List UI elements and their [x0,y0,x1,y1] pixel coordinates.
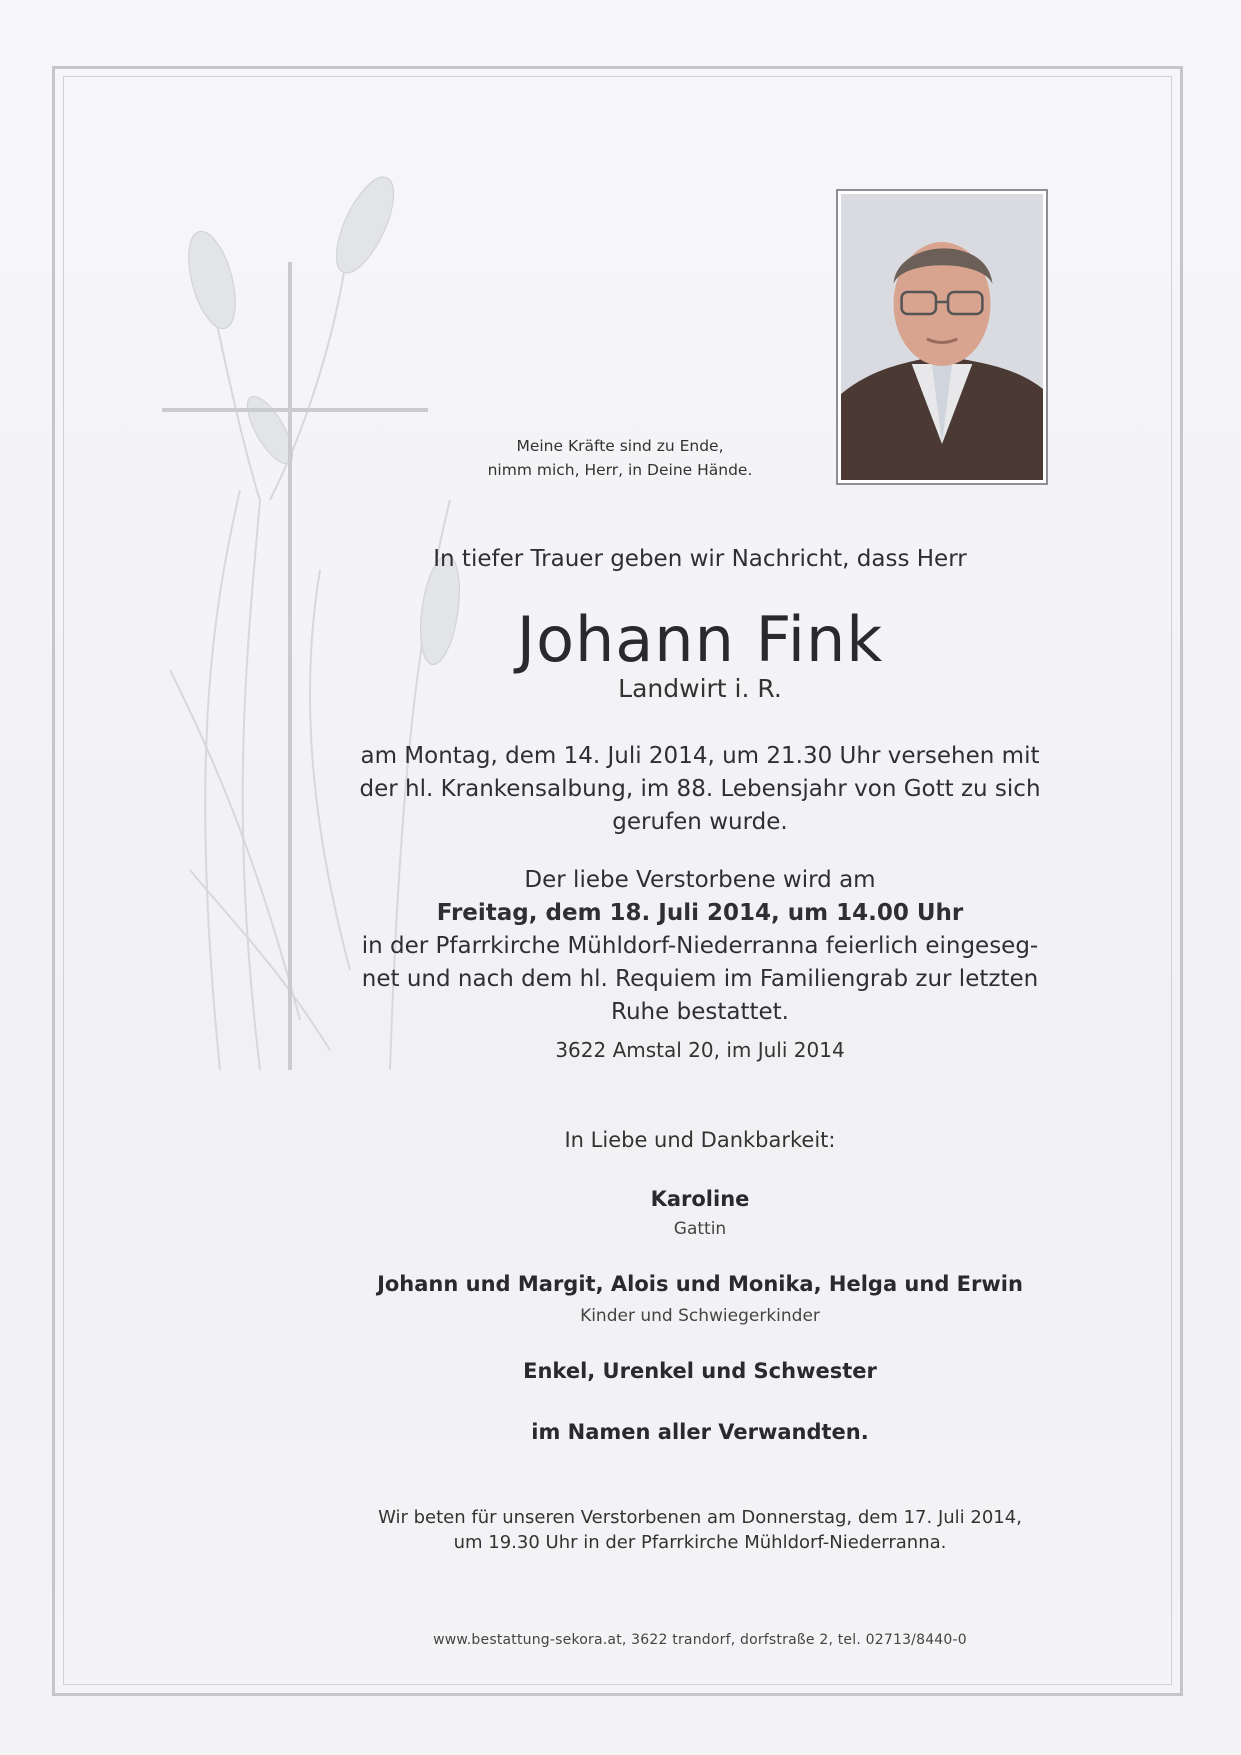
portrait-photo [841,194,1043,480]
portrait-photo-frame [836,189,1048,485]
funeral-home-footer: www.bestattung-sekora.at, 3622 trandorf, dorfstraße 2, tel. 02713/8440-0 [433,1632,967,1648]
verse [420,434,820,482]
prayer-line: Wir beten für unseren Verstorbenen am Donnerstag, dem 17. Juli 2014, [378,1507,1022,1528]
prayer-line: um 19.30 Uhr in der Pfarrkirche Mühldorf-Niederranna. [453,1532,947,1553]
death-notice-line: der hl. Krankensalbung, im 88. Lebensjahr von Gott zu sich [359,776,1041,802]
death-notice-line: am Montag, dem 14. Juli 2014, um 21.30 Uhr versehen mit [360,743,1040,769]
death-notice [300,740,1100,839]
family-member-name: Enkel, Urenkel und Schwester [523,1359,877,1383]
prayer-notice [300,1505,1100,1555]
gratitude-heading: In Liebe und Dankbarkeit: [564,1128,836,1152]
funeral-line: Ruhe bestattet. [611,999,789,1025]
funeral-line: net und nach dem hl. Requiem im Familiengrab zur letzten [361,966,1039,992]
funeral-date: Freitag, dem 18. Juli 2014, um 14.00 Uhr [436,900,964,926]
funeral-notice [300,864,1100,1029]
place-date: 3622 Amstal 20, im Juli 2014 [555,1038,845,1062]
family-member-name: Johann und Margit, Alois und Monika, Helga und Erwin [377,1272,1023,1296]
family-member-role: Gattin [673,1219,727,1239]
funeral-line: in der Pfarrkirche Mühldorf-Niederranna feierlich eingeseg- [361,933,1039,959]
intro-text: In tiefer Trauer geben wir Nachricht, dass Herr [433,546,967,572]
deceased-name: Johann Fink [516,603,884,676]
deceased-title: Landwirt i. R. [618,674,782,703]
death-notice-line: gerufen wurde. [612,809,788,835]
verse-line: nimm mich, Herr, in Deine Hände. [487,461,753,479]
family-member-name: im Namen aller Verwandten. [531,1420,869,1444]
family-member-role: Kinder und Schwiegerkinder [580,1306,820,1326]
funeral-line: Der liebe Verstorbene wird am [524,867,876,893]
family-member-name: Karoline [650,1187,750,1211]
verse-line: Meine Kräfte sind zu Ende, [516,437,724,455]
